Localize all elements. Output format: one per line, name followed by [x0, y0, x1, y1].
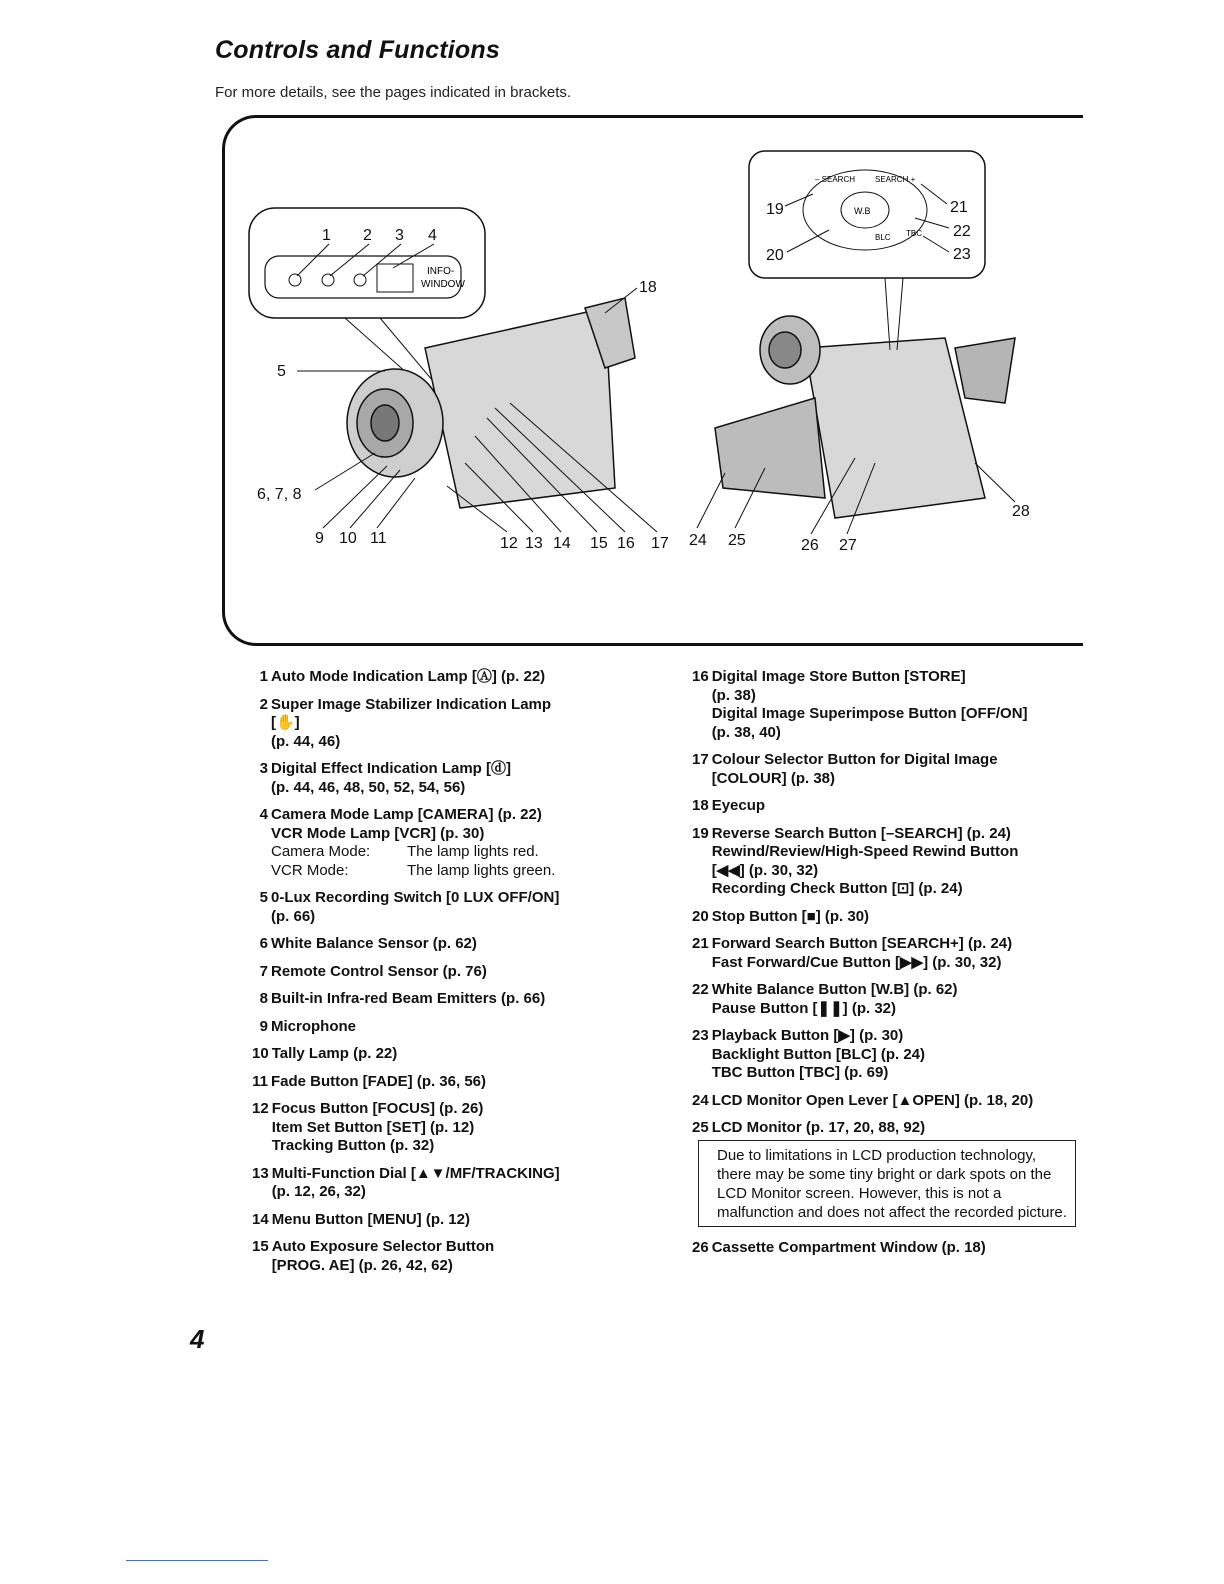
callout-15: 15: [590, 535, 608, 552]
list-item: 5 0-Lux Recording Switch [0 LUX OFF/ON] (p. 66): [259, 889, 560, 925]
camera-diagram: [222, 115, 1083, 646]
callout-23: 23: [953, 246, 971, 263]
callout-28: 28: [1012, 503, 1030, 520]
right-column: [692, 668, 1082, 1266]
info-window-label-1: INFO-: [427, 266, 455, 277]
callout-26: 26: [801, 537, 819, 554]
callout-19: 19: [766, 201, 784, 218]
list-item: 11 Fade Button [FADE] (p. 36, 56): [252, 1072, 487, 1090]
callout-5: 5: [277, 363, 286, 380]
callout-4: 4: [428, 227, 437, 244]
callout-18: 18: [639, 279, 657, 296]
list-item: 1 Auto Mode Indication Lamp [Ⓐ] (p. 22): [259, 668, 546, 685]
list-item: 19 Reverse Search Button [–SEARCH] (p. 24) Rewind/Review/High-Speed Rewind Button [◀◀] (p. 30, 32) Recording Check Button [⊡] (p. 24): [692, 824, 1019, 897]
list-item: 6 White Balance Sensor (p. 62): [259, 935, 477, 952]
list-item: 9 Microphone: [259, 1017, 356, 1035]
lcd-note-box: Due to limitations in LCD production technology, there may be some tiny bright or dark spots on the LCD Monitor screen. However, this is not a malfunction and does not affect the recorded picture.: [698, 1140, 1076, 1227]
list-item: 15 Auto Exposure Selector Button [PROG. AE] (p. 26, 42, 62): [252, 1238, 495, 1274]
callout-2: 2: [363, 227, 372, 244]
list-item: 12 Focus Button [FOCUS] (p. 26) Item Set Button [SET] (p. 12) Tracking Button (p. 32): [252, 1100, 484, 1154]
list-item: 16 Digital Image Store Button [STORE] (p. 38) Digital Image Superimpose Button [OFF/ON] (p. 38, 40): [692, 668, 1028, 741]
list-item: 23 Playback Button [▶] (p. 30) Backlight Button [BLC] (p. 24) TBC Button [TBC] (p. 69): [692, 1027, 926, 1081]
callout-13: 13: [525, 535, 543, 552]
callout-25: 25: [728, 532, 746, 549]
camera-illustration: [225, 118, 1083, 643]
tbc-label: TBC: [906, 229, 922, 238]
callout-14: 14: [553, 535, 571, 552]
list-item: 2 Super Image Stabilizer Indication Lamp [✋] (p. 44, 46): [259, 695, 552, 750]
list-item: 25 LCD Monitor (p. 17, 20, 88, 92): [692, 1119, 926, 1136]
list-item: 26 Cassette Compartment Window (p. 18): [692, 1238, 986, 1256]
callout-17: 17: [651, 535, 669, 552]
list-item: 18 Eyecup: [692, 797, 766, 814]
list-item: 7 Remote Control Sensor (p. 76): [259, 962, 487, 980]
callout-11: 11: [370, 530, 387, 547]
page-title: Controls and Functions: [215, 36, 500, 64]
callout-24: 24: [689, 532, 707, 549]
callout-9: 9: [315, 530, 324, 547]
list-item: 21 Forward Search Button [SEARCH+] (p. 24) Fast Forward/Cue Button [▶▶] (p. 30, 32): [692, 935, 1013, 971]
callout-22: 22: [953, 223, 971, 240]
search-plus-label: SEARCH +: [875, 175, 916, 184]
wb-label: W.B: [854, 206, 871, 216]
left-column: [252, 668, 652, 1284]
list-item: 17 Colour Selector Button for Digital Image [COLOUR] (p. 38): [692, 751, 998, 787]
callout-10: 10: [339, 530, 357, 547]
list-item: 22 White Balance Button [W.B] (p. 62) Pause Button [❚❚] (p. 32): [692, 981, 958, 1017]
info-window-label-2: WINDOW: [421, 279, 465, 290]
list-item: 4 Camera Mode Lamp [CAMERA] (p. 22) VCR Mode Lamp [VCR] (p. 30) Camera Mode: The lamp lights red. VCR Mode: The lamp lights green.: [259, 806, 556, 879]
page-number: 4: [190, 1324, 205, 1354]
callout-3: 3: [395, 227, 404, 244]
callout-20: 20: [766, 247, 784, 264]
footer-rule: [126, 1560, 268, 1561]
callout-6-7-8: 6, 7, 8: [257, 486, 302, 503]
list-item: 20 Stop Button [■] (p. 30): [692, 907, 870, 925]
blc-label: BLC: [875, 233, 891, 242]
callout-16: 16: [617, 535, 635, 552]
callout-12: 12: [500, 535, 518, 552]
list-item: 13 Multi-Function Dial [▲▼/MF/TRACKING] (p. 12, 26, 32): [252, 1164, 560, 1200]
list-item: 10 Tally Lamp (p. 22): [252, 1045, 398, 1062]
list-item: 3 Digital Effect Indication Lamp [ⓓ] (p. 44, 46, 48, 50, 52, 54, 56): [259, 760, 512, 796]
callout-21: 21: [950, 199, 968, 216]
list-item: 8 Built-in Infra-red Beam Emitters (p. 66): [259, 990, 546, 1007]
callout-1: 1: [322, 227, 331, 244]
callout-27: 27: [839, 537, 857, 554]
left-inset-panel: [249, 208, 485, 318]
list-item: 14 Menu Button [MENU] (p. 12): [252, 1210, 470, 1228]
search-minus-label: – SEARCH: [815, 175, 856, 184]
page-subtitle: For more details, see the pages indicated in brackets.: [215, 84, 572, 101]
list-item: 24 LCD Monitor Open Lever [▲OPEN] (p. 18, 20): [692, 1091, 1034, 1109]
